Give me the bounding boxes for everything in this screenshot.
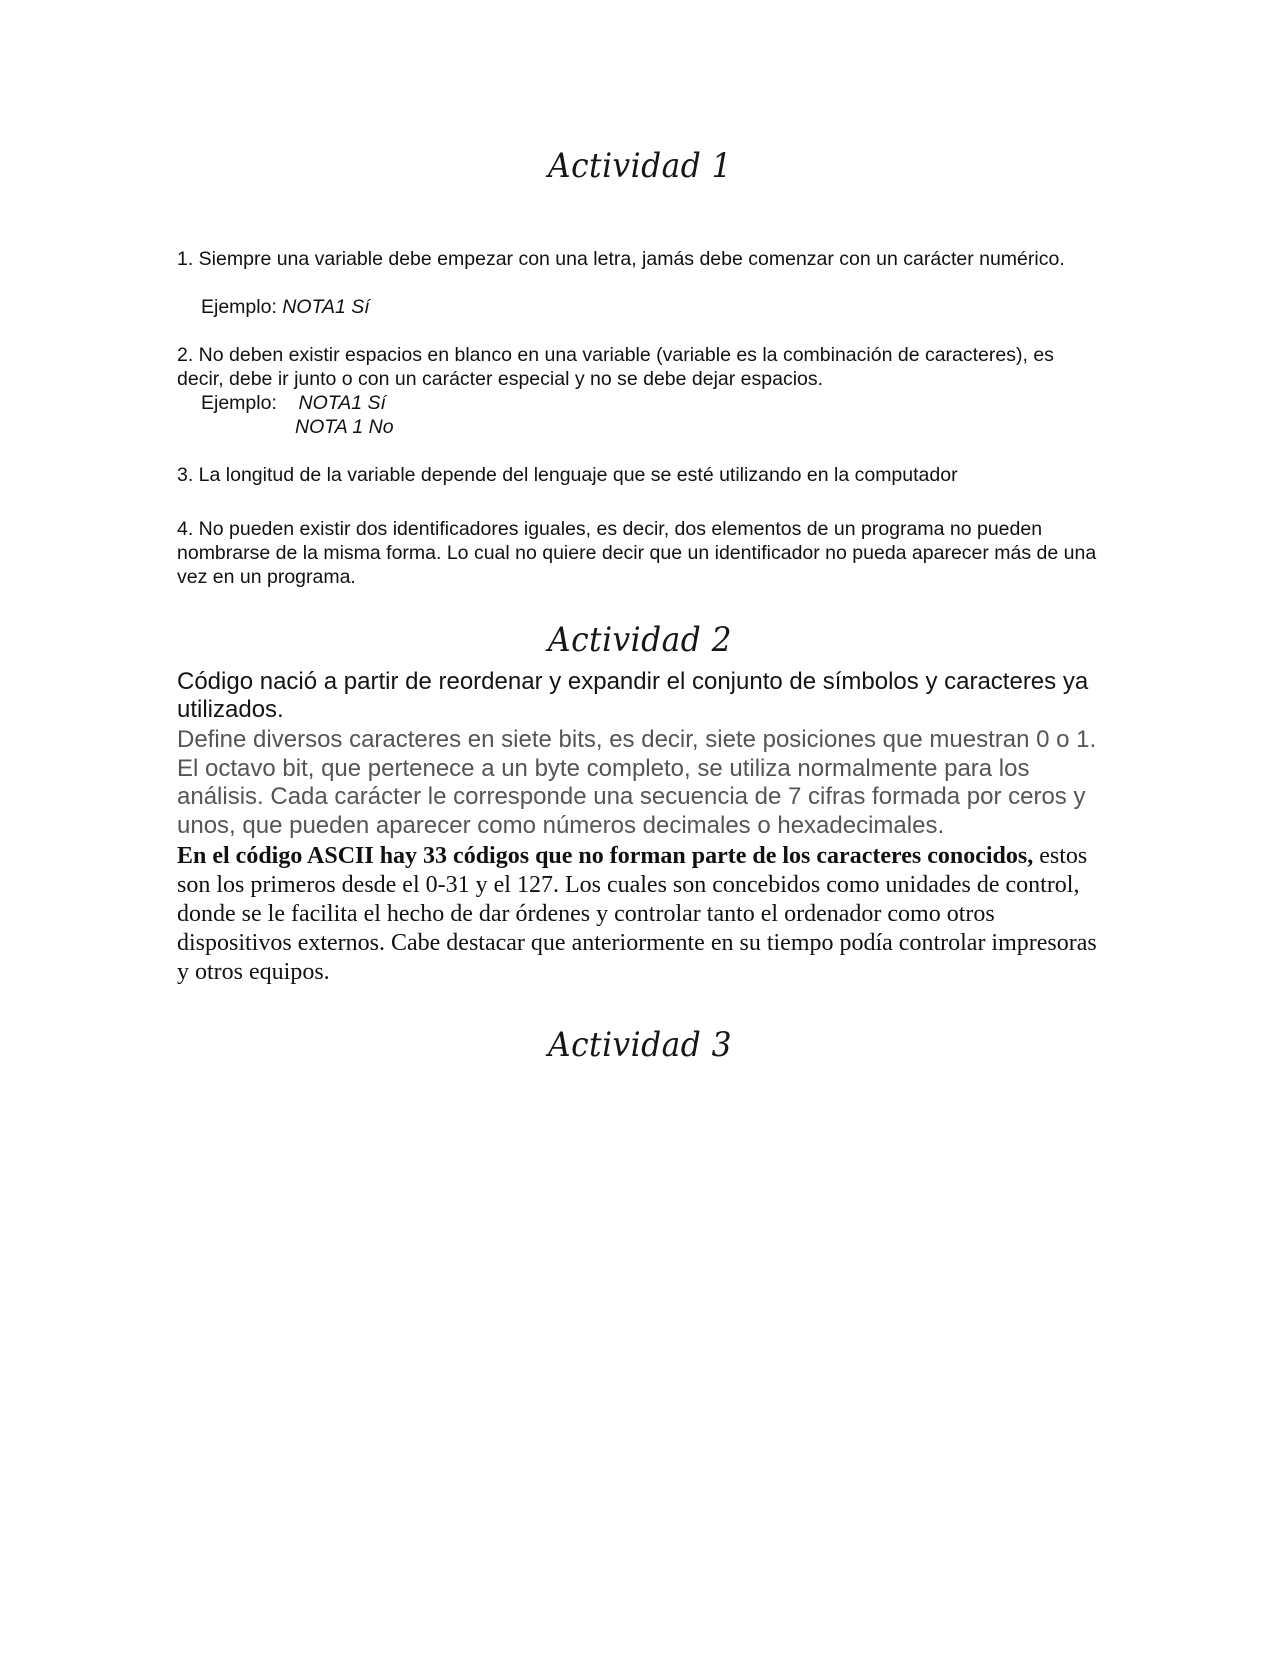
activity-1-item-4: 4. No pueden existir dos identificadores iguales, es decir, dos elementos de un programa no pueden nombrarse de la misma forma. Lo cual no quiere decir que un identificador no pueda aparecer más de una vez en un programa. — [177, 518, 1097, 588]
activity-2-heading: Actividad 2 — [548, 620, 732, 660]
activity-1-heading: Actividad 1 — [548, 146, 732, 186]
activity-2-ascii-paragraph — [177, 842, 1107, 987]
activity-3-heading: Actividad 3 — [548, 1025, 732, 1065]
example-value-1: NOTA1 Sí — [298, 392, 386, 414]
ascii-bold-statement: En el código ASCII hay 33 códigos que no forman parte de los caracteres conocidos, — [177, 843, 1034, 869]
example-value: NOTA1 Sí — [282, 296, 370, 318]
activity-1-item-2-example-2: NOTA 1 No — [295, 416, 394, 438]
activity-1-item-1: 1. Siempre una variable debe empezar con una letra, jamás debe comenzar con un carácter numérico. — [177, 248, 1065, 270]
activity-1-item-3: 3. La longitud de la variable depende del lenguaje que se esté utilizando en la computador — [177, 464, 958, 486]
activity-2-lead-paragraph: Código nació a partir de reordenar y expandir el conjunto de símbolos y caracteres ya utilizados. — [177, 668, 1089, 723]
activity-1-item-2: 2. No deben existir espacios en blanco en una variable (variable es la combinación de caracteres), es decir, debe ir junto o con un carácter especial y no se debe dejar espacios. — [177, 344, 1054, 390]
activity-1-item-2-example — [177, 391, 1123, 415]
activity-2-definition-paragraph: Define diversos caracteres en siete bits, es decir, siete posiciones que muestran 0 o 1. El octavo bit, que pertenece a un byte completo, se utiliza normalmente para los análisis. Cada carácter le corresponde una secuencia de 7 cifras formada por ceros y unos, que pueden aparecer como números decimales o hexadecimales. — [177, 726, 1097, 839]
activity-1-item-1-example — [177, 295, 1123, 319]
ascii-explanation: estos son los primeros desde el 0-31 y el 127. Los cuales son concebidos como unidades de control, donde se le facilita el hecho de dar órdenes y controlar tanto el ordenador como otros dispositivos externos. Cabe destacar que anteriormente en su tiempo podía controlar impresoras y otros equipos. — [177, 843, 1097, 985]
example-label: Ejemplo: — [201, 392, 299, 414]
example-label: Ejemplo: — [201, 296, 283, 318]
